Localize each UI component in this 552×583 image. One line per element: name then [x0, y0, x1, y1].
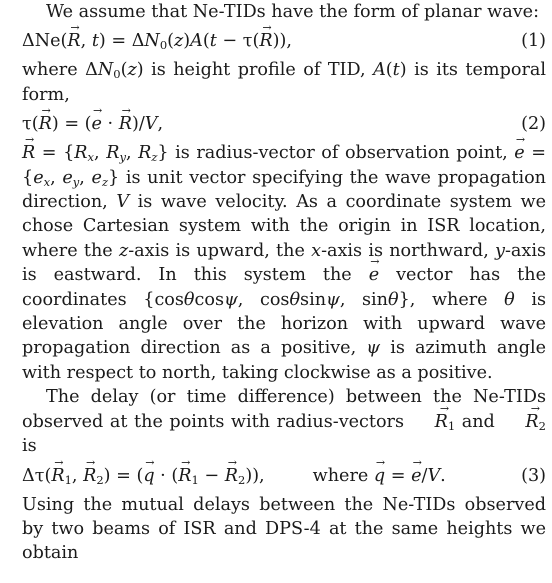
- equation-3-body: $\Delta\tau(\to R_1$, → $R_2$) = (→ q · (→ $R_1$ − → $R_2$)), where → q = → e/V.: [22, 459, 513, 493]
- paragraph-definitions: → $R = \{R_x$, $R_y$, $R_z$} is radius-vector of observation point, → $e = \{e_x$, $e_y$, $e_z$} is unit vector specifying the wave propagation direction, V is wave velocity. As a coordinate system we chose Cartesian system with the origin in ISR location, where the z-axis is upward, the x-axis is northward, y-axis is eastward. In this system the → e vector has the coordinates {cosθcosψ, cosθsinψ, sinθ}, where θ is elevation angle over the horizon with upward wave propagation direction as a positive, ψ is azimuth angle with respect to north, taking clockwise as a positive.: [22, 141, 546, 385]
- paragraph-profile: where $\Delta N_0(z)$ is height profile of TID, A(t) is its temporal form,: [22, 60, 546, 105]
- equation-1-number: (1): [521, 31, 546, 52]
- equation-2-number: (2): [521, 114, 546, 135]
- equation-2-body: τ(→ R) = (→ e · → R)/V,: [22, 107, 513, 141]
- paragraph-mutual-delays: Using the mutual delays between the Ne-TIDs observed by two beams of ISR and DPS-4 at the same heights we obtain: [22, 494, 546, 564]
- equation-3: [22, 459, 546, 493]
- equation-3-number: (3): [521, 465, 546, 486]
- paragraph-delay: The delay (or time difference) between the Ne-TIDs observed at the points with radius-vectors → $R_1$ and → $R_2$ is: [22, 385, 546, 458]
- equation-1-body: ΔNe(→ R, $t) = \Delta N_0(z)A(t - \tau(\to R))$,: [22, 24, 513, 58]
- paragraph-assumption: We assume that Ne-TIDs have the form of planar wave:: [46, 2, 539, 22]
- equation-2: [22, 107, 546, 141]
- equation-1: [22, 24, 546, 58]
